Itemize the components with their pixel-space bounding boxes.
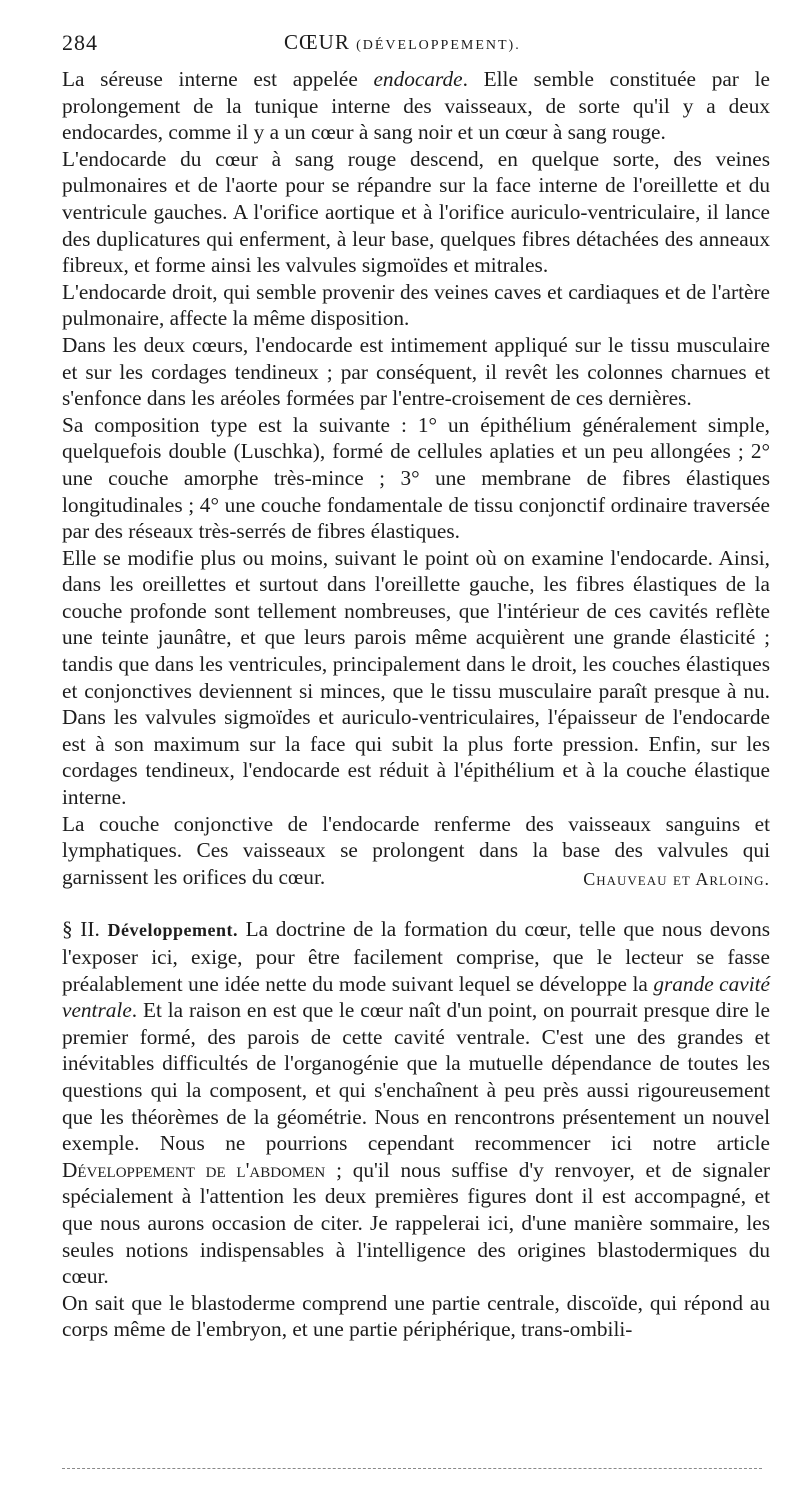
paragraph-text: La couche conjonctive de l'endocarde renferme des vaisseaux sanguins et lymphatiques. Ces vaisseaux se prolongent dans la base des valvules qui garnissent les orifices du cœur. [62, 811, 770, 889]
page-header [62, 28, 770, 58]
paragraph-endocarde-intro [62, 66, 770, 146]
section-heading: Développement. [107, 920, 238, 941]
paragraph-text: . Et la raison en est que le cœur naît d'un point, on pourrait presque dire le premier formé, des parois de cette cavité ventrale. C'est une des grandes et inévitables difficultés de l'organogénie que la mutuelle dépendance de toutes les questions qui la composent, et qui s'enchaînent à peu près aussi rigoureusement que les théorèmes de la géométrie. Nous en rencontrons présentement un nouvel exemple. Nous ne pourrions cependant recommencer ici notre article [62, 998, 770, 1156]
body-text [62, 66, 770, 1343]
running-head-title: CŒUR [284, 30, 350, 54]
author-signature: Chauveau et Arloing. [583, 868, 770, 889]
paragraph-text: ; qu'il nous suffise d'y renvoyer, et de signaler spécialement à l'attention les deux premières figures dont il est accompagné, et que nous aurons occasion de citer. Je rappelerai ici, d'une manière sommaire, les seules notions indispensables à l'intelligence des origines blastodermiques du cœur. [62, 1157, 771, 1289]
section-developpement-paragraph [62, 916, 770, 1289]
paragraph-composition: Sa composition type est la suivante : 1° un épithélium généralement simple, quelquefois double (Luschka), formé de cellules aplaties et un peu allongées ; 2° une couche amorphe très-mince ; 3° une membrane de fibres élastiques longitudinales ; 4° une couche fondamentale de tissu conjonctif ordinaire traversée par des réseaux très-serrés de fibres élastiques. [62, 412, 770, 544]
paragraph-endocarde-gauche: L'endocarde du cœur à sang rouge descend, en quelque sorte, des veines pulmonaires et de l'aorte pour se répandre sur la face interne de l'oreillette et du ventricule gauches. A l'orifice aortique et à l'orifice auriculo-ventriculaire, il lance des duplicatures qui enferment, à leur base, quelques fibres détachées des anneaux fibreux, et forme ainsi les valvules sigmoïdes et mitrales. [62, 146, 770, 278]
page-number: 284 [62, 30, 98, 55]
document-page [62, 28, 770, 1343]
paragraph-text: La séreuse interne est appelée [62, 67, 374, 91]
paragraph-deux-coeurs: Dans les deux cœurs, l'endocarde est intimement appliqué sur le tissu musculaire et sur les cordages tendineux ; par conséquent, il revêt les colonnes charnues et s'enfonce dans les aréoles formées par l'entre-croisement de ces dernières. [62, 332, 770, 411]
paragraph-couche-conjonctive [62, 811, 770, 891]
paragraph-text: La doctrine de la formation du cœur, telle que nous devons l'exposer ici, exige, pour être facilement comprise, que le lecteur se fasse préalablement une idée nette du mode suivant lequel se développe la [62, 917, 771, 996]
paragraph-endocarde-droit: L'endocarde droit, qui semble provenir des veines caves et cardiaques et de l'artère pulmonaire, affecte la même disposition. [62, 279, 770, 331]
paragraph-text: . Elle semble constituée par le prolongement de la tunique interne des vaisseaux, de sorte qu'il y a deux endocardes, comme il y a un cœur à sang noir et un cœur à sang rouge. [62, 67, 770, 145]
running-head-subtitle: (DÉVELOPPEMENT). [356, 38, 521, 53]
section-spacer [62, 890, 770, 916]
italic-term-cavite-ventrale: grande cavité ventrale [62, 971, 771, 1023]
paragraph-blastoderme: On sait que le blastoderme comprend une partie centrale, discoïde, qui répond au corps même de l'embryon, et une partie périphérique, trans-ombili- [62, 1290, 770, 1342]
italic-term-endocarde: endocarde [373, 67, 463, 91]
paragraph-modification: Elle se modifie plus ou moins, suivant le point où on examine l'endocarde. Ainsi, dans les oreillettes et surtout dans l'oreillette gauche, les fibres élastiques de la couche profonde sont tellement nombreuses, que l'intérieur de ces cavités reflète une teinte jaunâtre, et que leurs parois même acquièrent une grande élasticité ; tandis que dans les ventricules, principalement dans le droit, les couches élastiques et conjonctives deviennent si minces, que le tissu musculaire paraît presque à nu. Dans les valvules sigmoïdes et auriculo-ventriculaires, l'épaisseur de l'endocarde est à son maximum sur la face qui subit la plus forte pression. Enfin, sur les cordages tendineux, l'endocarde est réduit à l'épithélium et à la couche élastique interne. [62, 545, 770, 810]
article-reference: Développement de l'abdomen [62, 1157, 326, 1182]
running-head [284, 30, 521, 55]
section-label: § II. [62, 917, 100, 942]
footer-rule [62, 1468, 762, 1469]
